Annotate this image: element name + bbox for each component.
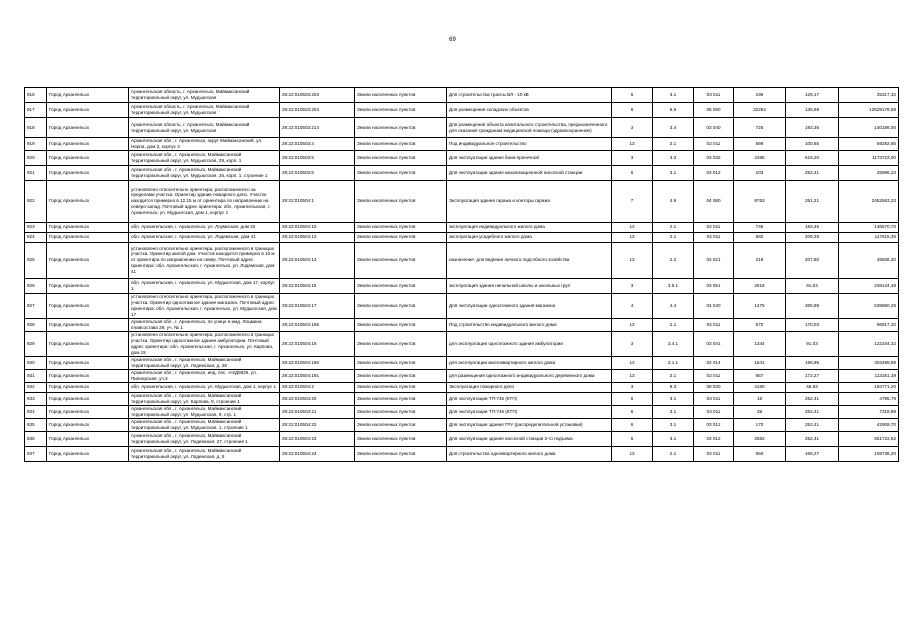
specific-value-cell: 172,27 bbox=[786, 369, 839, 382]
address-cell: установлено относительно ориентира, расположенного в границах участка. Ориентир одноэтажное здание магазина. Почтовый адрес ориентира: обл. Архангельская, г. Архангельск, ул. Мудьюгская, дом 17 bbox=[129, 293, 280, 318]
address-cell: установлено относительно ориентира, расположенного за пределами участка. Ориентир здание пожарного депо. Участок находится примерно в 12,15 м от ориентира по направлению на северо-запад. Почтовый адрес ориентира: обл. Архангельская, г. Архангельск, ул. Мудьюгская, дом 1, корпус 1 bbox=[129, 180, 280, 222]
municipality-cell: Город Архангельск bbox=[47, 331, 129, 356]
permitted-use-cell: Для размещения объекта капитального строительства, предназначенного для оказания гражданам медицинской помощи (здравоохранение) bbox=[447, 118, 612, 138]
area-value-cell: 9763 bbox=[734, 180, 786, 222]
use-code-cell: 3.1 bbox=[653, 88, 694, 103]
type-code-cell: 03 040 bbox=[694, 118, 734, 138]
address-cell: Архангельская обл., г. Архангельск, округ Маймаксанский, ул. Нерпа, дом 2, корпус 3 bbox=[129, 138, 280, 151]
type-code-cell: 03 012 bbox=[694, 165, 734, 180]
zone-group-cell: 13 bbox=[612, 232, 653, 242]
municipality-cell: Город Архангельск bbox=[47, 382, 129, 392]
type-code-cell: 02 021 bbox=[694, 242, 734, 278]
use-code-cell: 4.9 bbox=[653, 180, 694, 222]
row-number-cell: 921 bbox=[25, 165, 47, 180]
permitted-use-cell: Эксплуатация здания гаража и конторы гаража bbox=[447, 180, 612, 222]
cadastral-value-cell: 12529178,58 bbox=[839, 103, 899, 118]
cadastral-value-cell: 113161,39 bbox=[839, 369, 899, 382]
zone-group-cell: 6 bbox=[612, 405, 653, 418]
specific-value-cell: 183,45 bbox=[786, 222, 839, 232]
use-code-cell: 3.4 bbox=[653, 118, 694, 138]
area-value-cell: 32262 bbox=[734, 103, 786, 118]
specific-value-cell: 91,03 bbox=[786, 278, 839, 293]
land-category-cell: Земли населенных пунктов bbox=[355, 331, 447, 356]
type-code-cell: 02 014 bbox=[694, 356, 734, 369]
row-number-cell: 918 bbox=[25, 118, 47, 138]
row-number-cell: 926 bbox=[25, 278, 47, 293]
cadastral-number-cell: 29:22:010504:17 bbox=[280, 293, 355, 318]
permitted-use-cell: Для эксплуатации одноэтажного здания магазина bbox=[447, 293, 612, 318]
specific-value-cell: 365,99 bbox=[786, 293, 839, 318]
specific-value-cell: 252,41 bbox=[786, 405, 839, 418]
cadastral-number-cell: 29:22:010504:186 bbox=[280, 318, 355, 331]
row-number-cell: 932 bbox=[25, 382, 47, 392]
specific-value-cell: 252,41 bbox=[786, 392, 839, 405]
page-number: 69 bbox=[449, 37, 456, 43]
cadastral-number-cell: 29:22:010504:21 bbox=[280, 405, 355, 418]
zone-group-cell: 6 bbox=[612, 88, 653, 103]
zone-group-cell: 13 bbox=[612, 356, 653, 369]
table-row bbox=[25, 180, 899, 222]
type-code-cell: 03 011 bbox=[694, 405, 734, 418]
permitted-use-cell: Для строительства одноквартирного жилого дома bbox=[447, 446, 612, 461]
area-value-cell: 4160 bbox=[734, 382, 786, 392]
row-number-cell: 916 bbox=[25, 88, 47, 103]
type-code-cell: 04 080 bbox=[694, 180, 734, 222]
row-number-cell: 925 bbox=[25, 242, 47, 278]
table-row bbox=[25, 103, 899, 118]
permitted-use-cell: Эксплуатация пожарного депо bbox=[447, 382, 612, 392]
cadastral-value-cell: 59282,65 bbox=[839, 138, 899, 151]
use-code-cell: 3.3 bbox=[653, 150, 694, 165]
address-cell: Архангельская обл., г. Архангельск, Маймаксанский территориальный округ, ул. Лодемская, д. 28 bbox=[129, 356, 280, 369]
cadastral-number-cell: 29:22:010504:20 bbox=[280, 392, 355, 405]
table-row bbox=[25, 88, 899, 103]
type-code-cell: 02 011 bbox=[694, 446, 734, 461]
specific-value-cell: 207,80 bbox=[786, 242, 839, 278]
cadastral-value-cell: 539860,25 bbox=[839, 293, 899, 318]
specific-value-cell: 252,41 bbox=[786, 165, 839, 180]
land-category-cell: Земли населенных пунктов bbox=[355, 180, 447, 222]
cadastral-value-cell: 25317,32 bbox=[839, 88, 899, 103]
land-registry-table bbox=[24, 87, 899, 462]
land-category-cell: Земли населенных пунктов bbox=[355, 293, 447, 318]
municipality-cell: Город Архангельск bbox=[47, 242, 129, 278]
zone-group-cell: 13 bbox=[612, 318, 653, 331]
row-number-cell: 937 bbox=[25, 446, 47, 461]
cadastral-value-cell: 651722,62 bbox=[839, 431, 899, 446]
row-number-cell: 933 bbox=[25, 392, 47, 405]
land-category-cell: Земли населенных пунктов bbox=[355, 222, 447, 232]
land-category-cell: Земли населенных пунктов bbox=[355, 431, 447, 446]
table-row bbox=[25, 431, 899, 446]
use-code-cell: 2.1.1 bbox=[653, 356, 694, 369]
cadastral-value-cell: 7319,89 bbox=[839, 405, 899, 418]
type-code-cell: 02 011 bbox=[694, 369, 734, 382]
use-code-cell: 8.3 bbox=[653, 382, 694, 392]
municipality-cell: Город Архангельск bbox=[47, 431, 129, 446]
use-code-cell: 2.1 bbox=[653, 138, 694, 151]
permitted-use-cell: Для размещения складских объектов bbox=[447, 103, 612, 118]
land-category-cell: Земли населенных пунктов bbox=[355, 150, 447, 165]
row-number-cell: 930 bbox=[25, 356, 47, 369]
cadastral-number-cell: 29:22:010504:15 bbox=[280, 278, 355, 293]
row-number-cell: 935 bbox=[25, 418, 47, 431]
address-cell: обл. Архангельская, г. Архангельск, ул. Лоумнская, дом 22 bbox=[129, 222, 280, 232]
municipality-cell: Город Архангельск bbox=[47, 88, 129, 103]
area-value-cell: 2616 bbox=[734, 278, 786, 293]
type-code-cell: 03 011 bbox=[694, 392, 734, 405]
cadastral-value-cell: 303499,95 bbox=[839, 356, 899, 369]
permitted-use-cell: Для эксплуатации здания ГРУ (распределительной установки) bbox=[447, 418, 612, 431]
cadastral-number-cell: 29:22:010503:204 bbox=[280, 103, 355, 118]
cadastral-number-cell: 29:22:010503:214 bbox=[280, 118, 355, 138]
type-code-cell: 02 011 bbox=[694, 222, 734, 232]
area-value-cell: 1475 bbox=[734, 293, 786, 318]
municipality-cell: Город Архангельск bbox=[47, 405, 129, 418]
cadastral-number-cell: 29:22:010504:24 bbox=[280, 446, 355, 461]
permitted-use-cell: для размещения одноэтажного индивидуального деревянного дома bbox=[447, 369, 612, 382]
table-row bbox=[25, 232, 899, 242]
municipality-cell: Город Архангельск bbox=[47, 138, 129, 151]
zone-group-cell: 3 bbox=[612, 150, 653, 165]
use-code-cell: 2.1 bbox=[653, 222, 694, 232]
use-code-cell: 2.1 bbox=[653, 446, 694, 461]
cadastral-number-cell: 29:22:010504:14 bbox=[280, 242, 355, 278]
zone-group-cell: 13 bbox=[612, 242, 653, 278]
cadastral-number-cell: 29:22:010504:1 bbox=[280, 180, 355, 222]
land-category-cell: Земли населенных пунктов bbox=[355, 405, 447, 418]
address-cell: установлено относительно ориентира, расположенного в границах участка. Ориентир одноэтажное здание амбулатории. Почтовый адрес ориентира: обл. Архангельская, г. Архангельск, ул. Карпова, дом 15 bbox=[129, 331, 280, 356]
cadastral-number-cell: 29:22:010504:23 bbox=[280, 431, 355, 446]
use-code-cell: 2.1 bbox=[653, 369, 694, 382]
municipality-cell: Город Архангельск bbox=[47, 222, 129, 232]
use-code-cell: 4.4 bbox=[653, 293, 694, 318]
area-value-cell: 582 bbox=[734, 232, 786, 242]
zone-group-cell: 3 bbox=[612, 118, 653, 138]
area-value-cell: 29 bbox=[734, 405, 786, 418]
permitted-use-cell: для эксплуатации одноэтажного здания амбулатории bbox=[447, 331, 612, 356]
area-value-cell: 170 bbox=[734, 418, 786, 431]
cadastral-value-cell: 42909,70 bbox=[839, 418, 899, 431]
zone-group-cell: 6 bbox=[612, 431, 653, 446]
type-code-cell: 03 051 bbox=[694, 278, 734, 293]
use-code-cell: 3.1 bbox=[653, 392, 694, 405]
permitted-use-cell: эксплуатация усадебного жилого дома bbox=[447, 232, 612, 242]
address-cell: обл. Архангельская, г. Архангельск, ул. Лодемская, дом 41 bbox=[129, 232, 280, 242]
land-category-cell: Земли населенных пунктов bbox=[355, 242, 447, 278]
row-number-cell: 931 bbox=[25, 369, 47, 382]
land-category-cell: Земли населенных пунктов bbox=[355, 318, 447, 331]
type-code-cell: 02 011 bbox=[694, 232, 734, 242]
zone-group-cell: 4 bbox=[612, 293, 653, 318]
permitted-use-cell: Для эксплуатации здания насосной станции 2-го подъема bbox=[447, 431, 612, 446]
type-code-cell: 02 011 bbox=[694, 318, 734, 331]
zone-group-cell: 6 bbox=[612, 165, 653, 180]
area-value-cell: 570 bbox=[734, 318, 786, 331]
cadastral-value-cell: 122344,32 bbox=[839, 331, 899, 356]
table-row bbox=[25, 222, 899, 232]
land-category-cell: Земли населенных пунктов bbox=[355, 165, 447, 180]
land-category-cell: Земли населенных пунктов bbox=[355, 356, 447, 369]
specific-value-cell: 251,21 bbox=[786, 180, 839, 222]
row-number-cell: 923 bbox=[25, 222, 47, 232]
municipality-cell: Город Архангельск bbox=[47, 103, 129, 118]
specific-value-cell: 518,20 bbox=[786, 150, 839, 165]
permitted-use-cell: Для эксплуатации ТП-745 (КТП) bbox=[447, 392, 612, 405]
table-row bbox=[25, 418, 899, 431]
cadastral-value-cell: 109738,20 bbox=[839, 446, 899, 461]
municipality-cell: Город Архангельск bbox=[47, 418, 129, 431]
cadastral-number-cell: 29:22:010504:2 bbox=[280, 382, 355, 392]
row-number-cell: 927 bbox=[25, 293, 47, 318]
land-category-cell: Земли населенных пунктов bbox=[355, 418, 447, 431]
specific-value-cell: 129,17 bbox=[786, 88, 839, 103]
table-row bbox=[25, 405, 899, 418]
address-cell: Архангельская обл., г. Архангельск, Маймаксанский территориальный округ, ул. Лодемская, д. 5 bbox=[129, 446, 280, 461]
municipality-cell: Город Архангельск bbox=[47, 232, 129, 242]
specific-value-cell: 168,27 bbox=[786, 446, 839, 461]
cadastral-value-cell: 45508,20 bbox=[839, 242, 899, 278]
municipality-cell: Город Архангельск bbox=[47, 150, 129, 165]
use-code-cell: 3.1 bbox=[653, 418, 694, 431]
specific-value-cell: 193,36 bbox=[786, 118, 839, 138]
specific-value-cell: 100,65 bbox=[786, 138, 839, 151]
type-code-cell: 03 012 bbox=[694, 431, 734, 446]
permitted-use-cell: Под индивидуальное строительство bbox=[447, 138, 612, 151]
zone-group-cell: 3 bbox=[612, 382, 653, 392]
row-number-cell: 919 bbox=[25, 138, 47, 151]
area-value-cell: 657 bbox=[734, 369, 786, 382]
table-row bbox=[25, 138, 899, 151]
municipality-cell: Город Архангельск bbox=[47, 165, 129, 180]
area-value-cell: 2265 bbox=[734, 150, 786, 165]
zone-group-cell: 13 bbox=[612, 369, 653, 382]
cadastral-number-cell: 29:22:010503:5 bbox=[280, 150, 355, 165]
area-value-cell: 2582 bbox=[734, 431, 786, 446]
specific-value-cell: 196,95 bbox=[786, 356, 839, 369]
type-code-cell: 02 011 bbox=[694, 138, 734, 151]
cadastral-number-cell: 29:22:010503:4 bbox=[280, 138, 355, 151]
area-value-cell: 599 bbox=[734, 138, 786, 151]
municipality-cell: Город Архангельск bbox=[47, 356, 129, 369]
address-cell: Архангельская обл., г. Архангельск, по улице в имд. Лоцмана плавсостава 29, уч. № 1 bbox=[129, 318, 280, 331]
zone-group-cell: 6 bbox=[612, 103, 653, 118]
specific-value-cell: 209,28 bbox=[786, 232, 839, 242]
table-row bbox=[25, 165, 899, 180]
zone-group-cell: 3 bbox=[612, 331, 653, 356]
address-cell: установлено относительно ориентира, расположенного в границах участка. Ориентир жилой дом. Участок находится примерно в 15 м от ориентира по направлению на север. Почтовый адрес ориентира: обл. Архангельская, г. Архангельск, ул. Лодемская, дом 41 bbox=[129, 242, 280, 278]
table-row bbox=[25, 392, 899, 405]
land-category-cell: Земли населенных пунктов bbox=[355, 369, 447, 382]
specific-value-cell: 252,41 bbox=[786, 418, 839, 431]
zone-group-cell: 7 bbox=[612, 180, 653, 222]
permitted-use-cell: Для строительства трассы ВЛ - 10 кВ bbox=[447, 88, 612, 103]
address-cell: обл. Архангельская, г. Архангельск, ул. Мудьюгская, дом 17, корпус 1 bbox=[129, 278, 280, 293]
area-value-cell: 219 bbox=[734, 242, 786, 278]
cadastral-number-cell: 29:22:010503:203 bbox=[280, 88, 355, 103]
cadastral-value-cell: 96917,10 bbox=[839, 318, 899, 331]
land-category-cell: Земли населенных пунктов bbox=[355, 138, 447, 151]
municipality-cell: Город Архангельск bbox=[47, 369, 129, 382]
zone-group-cell: 13 bbox=[612, 222, 653, 232]
land-category-cell: Земли населенных пунктов bbox=[355, 392, 447, 405]
permitted-use-cell: Для эксплуатации здания бани-прачечной bbox=[447, 150, 612, 165]
type-code-cell: 03 012 bbox=[694, 418, 734, 431]
use-code-cell: 3.5.1 bbox=[653, 278, 694, 293]
row-number-cell: 936 bbox=[25, 431, 47, 446]
type-code-cell: 03 041 bbox=[694, 331, 734, 356]
use-code-cell: 3.1 bbox=[653, 431, 694, 446]
use-code-cell: 2.1 bbox=[653, 318, 694, 331]
municipality-cell: Город Архангельск bbox=[47, 293, 129, 318]
address-cell: Архангельская область, г. Архангельск, Маймаксанский территориальный округ, ул. Мудьюгская bbox=[129, 118, 280, 138]
specific-value-cell: 46,83 bbox=[786, 382, 839, 392]
type-code-cell: 03 011 bbox=[694, 88, 734, 103]
permitted-use-cell: Для эксплуатации здания канализационной насосной станции bbox=[447, 165, 612, 180]
zone-group-cell: 13 bbox=[612, 138, 653, 151]
cadastral-value-cell: 117615,35 bbox=[839, 232, 899, 242]
type-code-cell: 04 040 bbox=[694, 293, 734, 318]
permitted-use-cell: Для эксплуатации ТП-746 (КТП) bbox=[447, 405, 612, 418]
permitted-use-cell: назначение: для ведения личного подсобного хозяйства bbox=[447, 242, 612, 278]
cadastral-number-cell: 29:22:010504:191 bbox=[280, 369, 355, 382]
municipality-cell: Город Архангельск bbox=[47, 446, 129, 461]
land-category-cell: Земли населенных пунктов bbox=[355, 103, 447, 118]
cadastral-number-cell: 29:22:010504:10 bbox=[280, 222, 355, 232]
use-code-cell: 2.2 bbox=[653, 242, 694, 278]
address-cell: Архангельская обл., г. Архангельск, Маймаксанский территориальный округ, ул. Лодемская, 27, строение 1 bbox=[129, 431, 280, 446]
row-number-cell: 934 bbox=[25, 405, 47, 418]
land-category-cell: Земли населенных пунктов bbox=[355, 278, 447, 293]
cadastral-value-cell: 194771,20 bbox=[839, 382, 899, 392]
use-code-cell: 2.1 bbox=[653, 232, 694, 242]
cadastral-number-cell: 29:22:010504:190 bbox=[280, 356, 355, 369]
table-row bbox=[25, 369, 899, 382]
area-value-cell: 745 bbox=[734, 222, 786, 232]
municipality-cell: Город Архангельск bbox=[47, 118, 129, 138]
municipality-cell: Город Архангельск bbox=[47, 392, 129, 405]
cadastral-number-cell: 29:22:010504:19 bbox=[280, 331, 355, 356]
municipality-cell: Город Архангельск bbox=[47, 180, 129, 222]
area-value-cell: 650 bbox=[734, 446, 786, 461]
cadastral-value-cell: 2452563,23 bbox=[839, 180, 899, 222]
table-row bbox=[25, 446, 899, 461]
area-value-cell: 725 bbox=[734, 118, 786, 138]
cadastral-number-cell: 29:22:010504:22 bbox=[280, 418, 355, 431]
land-category-cell: Земли населенных пунктов bbox=[355, 446, 447, 461]
table-row bbox=[25, 318, 899, 331]
use-code-cell: 3.4.1 bbox=[653, 331, 694, 356]
area-value-cell: 198 bbox=[734, 88, 786, 103]
permitted-use-cell: Под строительство индивидуального жилого дома bbox=[447, 318, 612, 331]
address-cell: Архангельская обл., г. Архангельск, инд. пос. «Н/Д9025, ул. Пионерская, уч.3 bbox=[129, 369, 280, 382]
municipality-cell: Город Архангельск bbox=[47, 278, 129, 293]
zone-group-cell: 3 bbox=[612, 278, 653, 293]
row-number-cell: 922 bbox=[25, 180, 47, 222]
cadastral-value-cell: 136670,70 bbox=[839, 222, 899, 232]
permitted-use-cell: эксплуатация здания начальной школы и школьных груп bbox=[447, 278, 612, 293]
row-number-cell: 928 bbox=[25, 318, 47, 331]
cadastral-value-cell: 4795,79 bbox=[839, 392, 899, 405]
cadastral-number-cell: 29:22:010504:13 bbox=[280, 232, 355, 242]
row-number-cell: 920 bbox=[25, 150, 47, 165]
table-row bbox=[25, 118, 899, 138]
address-cell: Архангельская обл., г. Архангельск, Маймаксанский территориальный округ, ул. Мудьюгская, 1, строение 1 bbox=[129, 418, 280, 431]
land-category-cell: Земли населенных пунктов bbox=[355, 118, 447, 138]
cadastral-value-cell: 238134,48 bbox=[839, 278, 899, 293]
address-cell: обл. Архангельская, г. Архангельск, ул. Мудьюгская, дом 1, корпус 1 bbox=[129, 382, 280, 392]
table-row bbox=[25, 356, 899, 369]
use-code-cell: 6.9 bbox=[653, 103, 694, 118]
cadastral-value-cell: 25996,23 bbox=[839, 165, 899, 180]
specific-value-cell: 170,03 bbox=[786, 318, 839, 331]
permitted-use-cell: эксплуатация индивидуального жилого дома bbox=[447, 222, 612, 232]
zone-group-cell: 13 bbox=[612, 446, 653, 461]
area-value-cell: 1541 bbox=[734, 356, 786, 369]
permitted-use-cell: для эксплуатации многоквартирного жилого дома bbox=[447, 356, 612, 369]
address-cell: Архангельская обл., г. Архангельск, Маймаксанский территориальный округ, ул. Мудьюгская, 9, стр. 1 bbox=[129, 405, 280, 418]
type-code-cell: 06 090 bbox=[694, 103, 734, 118]
land-category-cell: Земли населенных пунктов bbox=[355, 88, 447, 103]
use-code-cell: 3.1 bbox=[653, 165, 694, 180]
address-cell: Архангельская обл., г. Архангельск, Маймаксанский территориальный округ, ул. Мудьюгская, 25, корп. 1, строение 1 bbox=[129, 165, 280, 180]
cadastral-value-cell: 1173723,00 bbox=[839, 150, 899, 165]
area-value-cell: 1344 bbox=[734, 331, 786, 356]
table-row bbox=[25, 150, 899, 165]
cadastral-number-cell: 29:22:010503:6 bbox=[280, 165, 355, 180]
municipality-cell: Город Архангельск bbox=[47, 318, 129, 331]
address-cell: Архангельская область, г. Архангельск, Маймаксанский территориальный округ, ул. Мудьюгская bbox=[129, 88, 280, 103]
address-cell: Архангельская обл., г. Архангельск, Маймаксанский территориальный округ, ул. Карпова, 9, строение 1 bbox=[129, 392, 280, 405]
specific-value-cell: 252,41 bbox=[786, 431, 839, 446]
table-row bbox=[25, 331, 899, 356]
land-category-cell: Земли населенных пунктов bbox=[355, 232, 447, 242]
table-row bbox=[25, 293, 899, 318]
row-number-cell: 924 bbox=[25, 232, 47, 242]
row-number-cell: 917 bbox=[25, 103, 47, 118]
area-value-cell: 19 bbox=[734, 392, 786, 405]
use-code-cell: 3.1 bbox=[653, 405, 694, 418]
zone-group-cell: 6 bbox=[612, 418, 653, 431]
specific-value-cell: 135,68 bbox=[786, 103, 839, 118]
cadastral-value-cell: 140186,00 bbox=[839, 118, 899, 138]
row-number-cell: 929 bbox=[25, 331, 47, 356]
table-row bbox=[25, 382, 899, 392]
land-category-cell: Земли населенных пунктов bbox=[355, 382, 447, 392]
type-code-cell: 03 032 bbox=[694, 150, 734, 165]
address-cell: Архангельская область, г. Архангельск, Маймаксанский территориальный округ, ул. Мудьюгская bbox=[129, 103, 280, 118]
area-value-cell: 103 bbox=[734, 165, 786, 180]
address-cell: Архангельская обл., г. Архангельск, Маймаксанский территориальный округ, ул. Мудьюгская, 29, корп. 1 bbox=[129, 150, 280, 165]
table-row bbox=[25, 242, 899, 278]
zone-group-cell: 6 bbox=[612, 392, 653, 405]
table-row bbox=[25, 278, 899, 293]
type-code-cell: 08 030 bbox=[694, 382, 734, 392]
specific-value-cell: 91,03 bbox=[786, 331, 839, 356]
